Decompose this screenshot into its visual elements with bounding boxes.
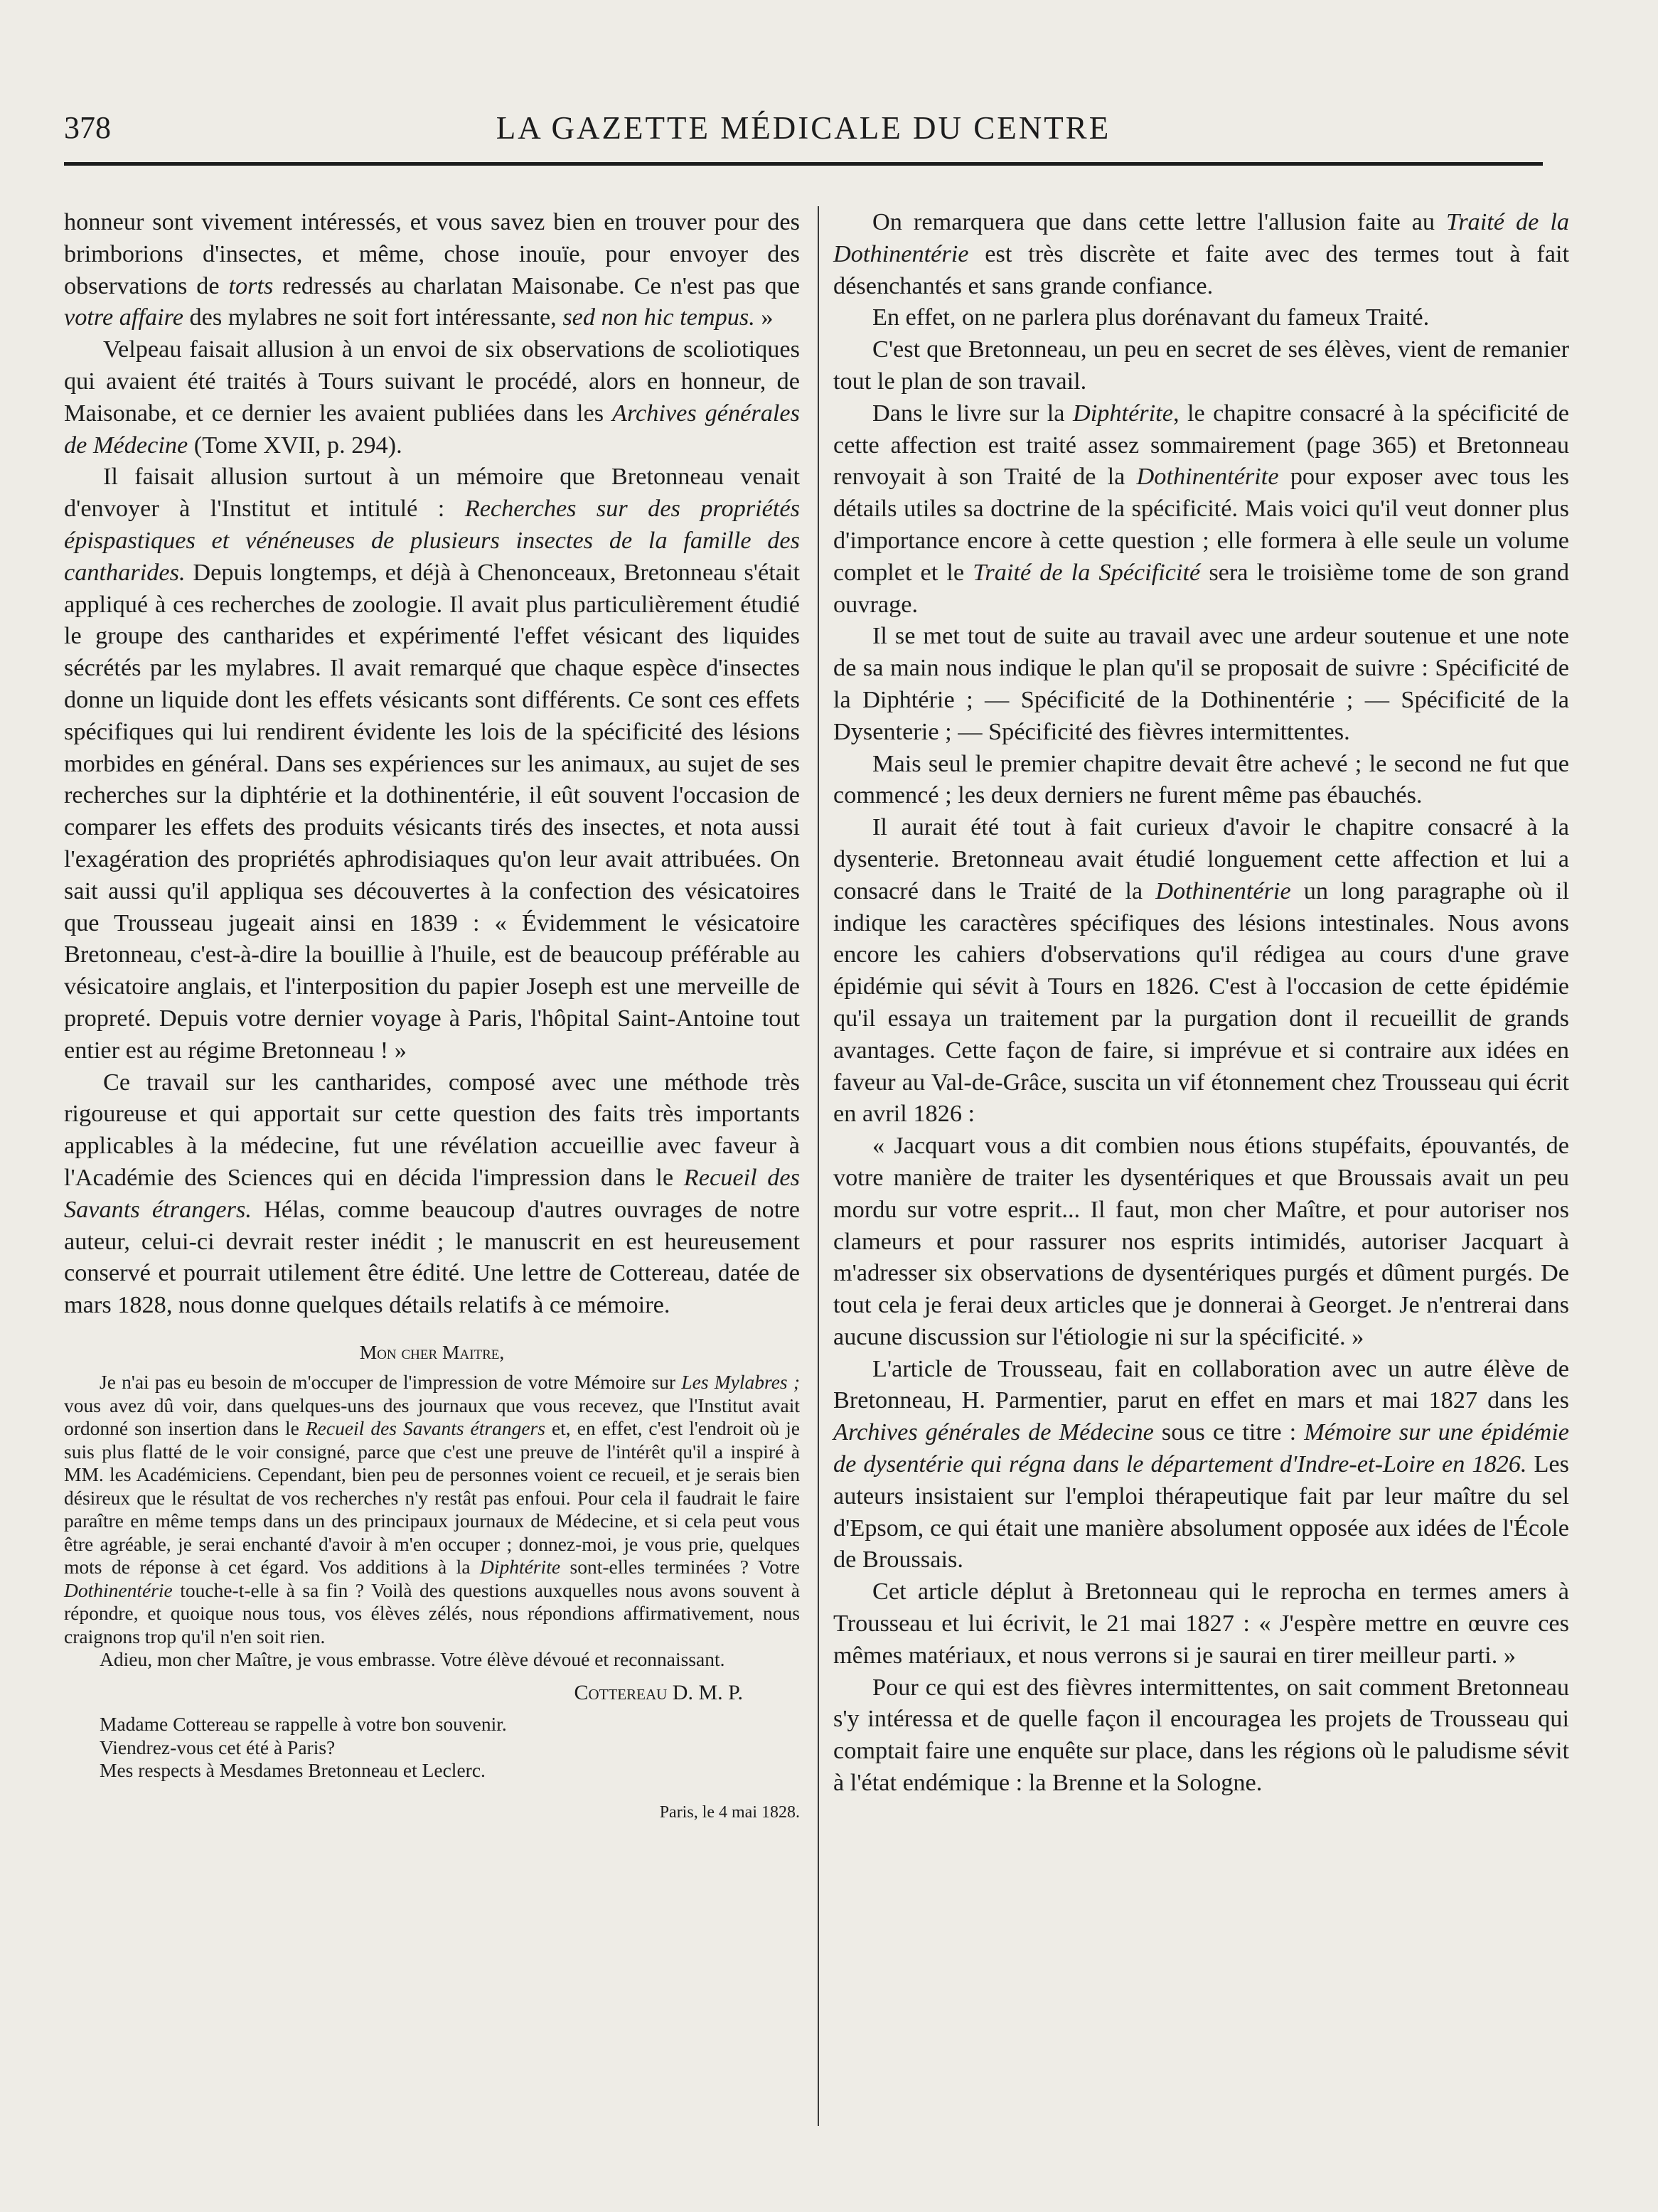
- postscript-line: Madame Cottereau se rappelle à votre bon souvenir.: [100, 1713, 507, 1736]
- left-column: [64, 206, 800, 1824]
- paragraph: honneur sont vivement intéressés, et vous savez bien en trouver pour des brimborions d'insectes, et même, chose inouïe, pour envoyer des observations de torts redressés au charlatan Maisonabe. Ce n'est pas que votre affaire des mylabres ne soit fort intéressante, sed non hic tempus. »: [64, 208, 800, 331]
- letter-paragraph: Je n'ai pas eu besoin de m'occuper de l'impression de votre Mémoire sur Les Mylabres ; vous avez dû voir, dans quelques-uns des journaux que vous recevez, que l'Institut avait ordonné son insertion dans le Recueil des Savants étrangers et, en effet, c'est l'endroit où je suis plus flatté de le voir consigné, parce que c'est une preuve de l'intérêt qu'il a inspiré à MM. les Académiciens. Cependant, bien peu de personnes voient ce recueil, et je serais bien désireux que le résultat de vos recherches n'y restât pas enfoui. Pour cela il faudrait le faire paraître en même temps dans un des principaux journaux de Médecine, et si cela peut vous être agréable, je serai enchanté d'avoir à m'en occuper ; donnez-moi, je vous prie, quelques mots de réponse à cet égard. Vos additions à la Diphtérite sont-elles terminées ? Votre Dothinentérie touche-t-elle à sa fin ? Voilà des questions auxquelles nous avons souvent à répondre, et quoique nous tous, vos élèves zélés, nous répondions affirmativement, nous craignons trop qu'il n'en soit rien.: [64, 1371, 800, 1647]
- header-rule: [64, 162, 1543, 166]
- paragraph: Il aurait été tout à fait curieux d'avoir le chapitre consacré à la dysenterie. Bretonneau avait étudié longuement cette affection et lui a consacré dans le Traité de la Dothinentérie un long paragraphe où il indique les caractères spécifiques des lésions intestinales. Nous avons encore les cahiers d'observations qu'il rédigea au cours d'une grave épidémie qui sévit à Tours en 1826. C'est à l'occasion de cette épidémie qu'il essaya un traitement par la purgation dont il recueillit de grands avantages. Cette façon de faire, si imprévue et si contraire aux idées en faveur au Val-de-Grâce, suscita un vif étonnement chez Trousseau qui écrit en avril 1826 :: [833, 813, 1569, 1128]
- paragraph: L'article de Trousseau, fait en collaboration avec un autre élève de Bretonneau, H. Parmentier, parut en effet en mars et mai 1827 dans les Archives générales de Médecine sous ce titre : Mémoire sur une épidémie de dysentérie qui régna dans le département d'Indre-et-Loire en 1826. Les auteurs insistaient sur l'emploi thérapeutique fait par leur maître du sel d'Epsom, ce qui était une manière absolument opposée aux idées de l'École de Broussais.: [833, 1355, 1570, 1573]
- letter-postscript: [64, 1713, 800, 1783]
- letter-signature: Cottereau D. M. P.: [574, 1680, 743, 1704]
- paragraph: Il faisait allusion surtout à un mémoire que Bretonneau venait d'envoyer à l'Institut et intitulé : Recherches sur des propriétés épispastiques et vénéneuses de plusieurs insectes de la famille des cantharides. Depuis longtemps, et déjà à Chenonceaux, Bretonneau s'était appliqué à ces recherches de zoologie. Il avait plus particulièrement étudié le groupe des cantharides et expérimenté l'effet vésicant des liquides sécrétés par les mylabres. Il avait remarqué que chaque espèce d'insectes donne un liquide dont les effets vésicants sont différents. Ce sont ces effets spécifiques qui lui rendirent évidente les lois de la spécificité des lésions morbides en général. Dans ses expériences sur les animaux, au sujet de ses recherches sur la diphtérie et la dothinentérie, il eût souvent l'occasion de comparer les effets des produits vésicants tirés des insectes, et nota aussi l'exagération des propriétés aphrodisiaques qu'on leur avait attribuées. On sait aussi qu'il appliqua ses découvertes à la confection des vésicatoires que Trousseau jugeait ainsi en 1839 : « Évidemment le vésicatoire Bretonneau, c'est-à-dire la bouillie à l'huile, est de beaucoup préférable au vésicatoire anglais, et l'interposition du papier Joseph est une merveille de propreté. Depuis votre dernier voyage à Paris, l'hôpital Saint-Antoine tout entier est au régime Bretonneau ! »: [64, 463, 801, 1064]
- letter-date: Paris, le 4 mai 1828.: [659, 1802, 800, 1822]
- page-header: [64, 107, 1543, 149]
- paragraph: En effet, on ne parlera plus dorénavant du fameux Traité.: [872, 304, 1430, 331]
- paragraph: Il se met tout de suite au travail avec une ardeur soutenue et une note de sa main nous indique le plan qu'il se proposait de suivre : Spécificité de la Diphtérie ; — Spécificité de la Dothinentérie ; — Spécificité de la Dysenterie ; — Spécificité des fièvres intermittentes.: [833, 622, 1569, 745]
- column-divider: [818, 206, 819, 2126]
- quotation-paragraph: « Jacquart vous a dit combien nous étions stupéfaits, épouvantés, de votre manière de traiter les dysentériques et que Broussais avait un peu mordu sur votre esprit... Il faut, mon cher Maître, et pour autoriser nos clameurs et pour rassurer nos esprits intimidés, autoriser Jacquart à m'adresser six observations de dysentériques purgés et dûment purgés. De tout cela je ferai deux articles que je donnerai à Georget. Je n'entrerai dans aucune discussion sur l'étiologie ni sur la spécificité. »: [833, 1132, 1569, 1350]
- paragraph: Cet article déplut à Bretonneau qui le reprocha en termes amers à Trousseau et lui écrivit, le 21 mai 1827 : « J'espère mettre en œuvre ces mêmes matériaux, et nous verrons si je saurai en tirer meilleur parti. »: [833, 1578, 1569, 1669]
- letter-salutation: Mon cher Maitre,: [359, 1340, 505, 1363]
- quoted-letter: [64, 1341, 800, 1824]
- page-number: 378: [64, 110, 111, 145]
- letter-paragraph: Adieu, mon cher Maître, je vous embrasse. Votre élève dévoué et reconnaissant.: [100, 1648, 725, 1671]
- postscript-line: Mes respects à Mesdames Bretonneau et Leclerc.: [100, 1759, 486, 1782]
- running-title: LA GAZETTE MÉDICALE DU CENTRE: [496, 110, 1111, 146]
- right-column: [833, 206, 1569, 1799]
- paragraph: Velpeau faisait allusion à un envoi de six observations de scoliotiques qui avaient été traités à Tours suivant le procédé, alors en honneur, de Maisonabe, et ce dernier les avaient publiées dans les Archives générales de Médecine (Tome XVII, p. 294).: [64, 336, 800, 459]
- paragraph: Ce travail sur les cantharides, composé avec une méthode très rigoureuse et qui apportait sur cette question des faits très importants applicables à la médecine, fut une révélation accueillie avec faveur à l'Académie des Sciences qui en décida l'impression dans le Recueil des Savants étrangers. Hélas, comme beaucoup d'autres ouvrages de notre auteur, celui-ci devrait rester inédit ; le manuscrit en est heureusement conservé et pourrait utilement être édité. Une lettre de Cottereau, datée de mars 1828, nous donne quelques détails relatifs à ce mémoire.: [64, 1068, 800, 1319]
- paragraph: C'est que Bretonneau, un peu en secret de ses élèves, vient de remanier tout le plan de son travail.: [833, 336, 1569, 395]
- paragraph: Pour ce qui est des fièvres intermittentes, on sait comment Bretonneau s'y intéressa et de quelle façon il encouragea les projets de Trousseau qui comptait faire une enquête sur place, dans les régions où le paludisme sévit à l'état endémique : la Brenne et la Sologne.: [833, 1673, 1569, 1797]
- paragraph: Dans le livre sur la Diphtérite, le chapitre consacré à la spécificité de cette affection est traité assez sommairement (page 365) et Bretonneau renvoyait à son Traité de la Dothinentérite pour exposer avec tous les détails utiles sa doctrine de la spécificité. Mais voici qu'il veut donner plus d'importance encore à cette question ; elle formera à elle seule un volume complet et le Traité de la Spécificité sera le troisième tome de son grand ouvrage.: [833, 399, 1570, 618]
- paragraph: Mais seul le premier chapitre devait être achevé ; le second ne fut que commencé ; les deux derniers ne furent même pas ébauchés.: [833, 749, 1569, 809]
- paragraph: On remarquera que dans cette lettre l'allusion faite au Traité de la Dothinentérie est très discrète et faite avec des termes tout à fait désenchantés et sans grande confiance.: [833, 208, 1569, 299]
- postscript-line: Viendrez-vous cet été à Paris?: [100, 1736, 336, 1758]
